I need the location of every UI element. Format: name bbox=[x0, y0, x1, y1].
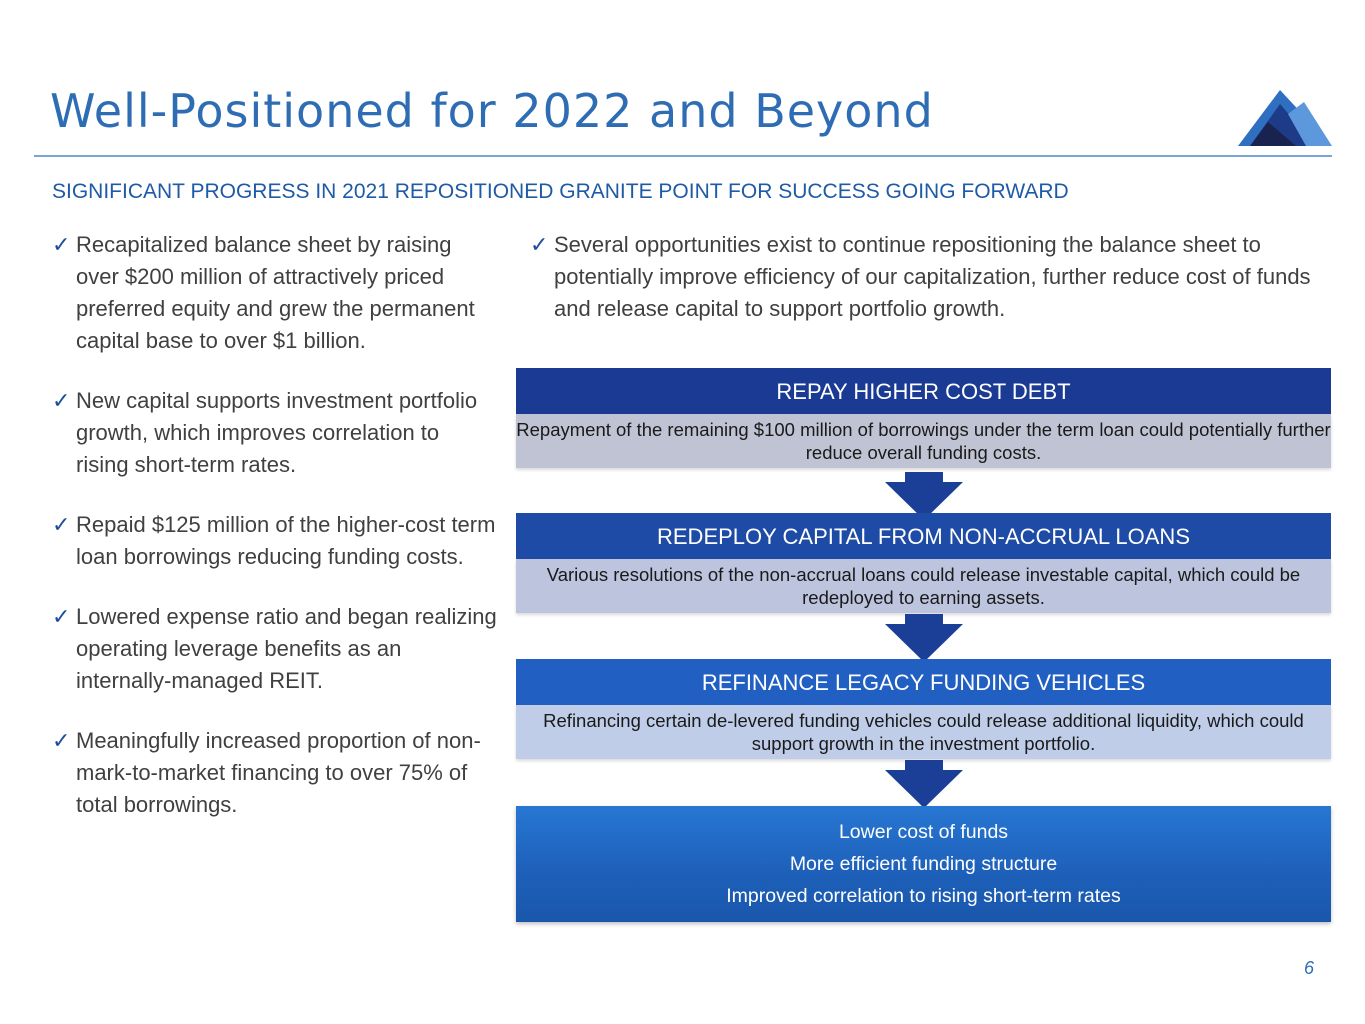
step-heading-redeploy-capital: REDEPLOY CAPITAL FROM NON-ACCRUAL LOANS bbox=[516, 513, 1331, 559]
checkmark-icon: ✓ bbox=[52, 728, 71, 753]
outcome-box bbox=[516, 806, 1331, 922]
title-divider bbox=[34, 155, 1332, 157]
step-heading-repay-debt: REPAY HIGHER COST DEBT bbox=[516, 368, 1331, 414]
list-item: ✓ Lowered expense ratio and began realizing operating leverage benefits as an internally-managed REIT. bbox=[52, 601, 497, 697]
arrow-down-icon bbox=[885, 760, 963, 808]
step-heading-refinance-vehicles: REFINANCE LEGACY FUNDING VEHICLES bbox=[516, 659, 1331, 705]
checkmark-icon: ✓ bbox=[52, 232, 71, 257]
list-item: ✓ Several opportunities exist to continue repositioning the balance sheet to potentially improve efficiency of our capitalization, further reduce cost of funds and release capital to support portfolio growth. bbox=[530, 229, 1330, 325]
outcome-item: Improved correlation to rising short-term rates bbox=[726, 885, 1121, 907]
outcome-item: Lower cost of funds bbox=[838, 821, 1009, 843]
list-item: ✓ New capital supports investment portfolio growth, which improves correlation to rising short-term rates. bbox=[52, 385, 497, 481]
page-title: Well-Positioned for 2022 and Beyond bbox=[50, 84, 934, 138]
checkmark-icon: ✓ bbox=[52, 512, 71, 537]
right-intro bbox=[530, 229, 1330, 325]
step-description-refinance-vehicles: Refinancing certain de-levered funding vehicles could release additional liquidity, which could support growth in the investment portfolio. bbox=[516, 705, 1331, 759]
left-bullet-list bbox=[52, 229, 497, 849]
mountain-logo-icon bbox=[1236, 88, 1332, 148]
checkmark-icon: ✓ bbox=[52, 388, 71, 413]
arrow-down-icon bbox=[885, 614, 963, 662]
checkmark-icon: ✓ bbox=[530, 232, 549, 257]
step-description-repay-debt: Repayment of the remaining $100 million of borrowings under the term loan could potentially further reduce overall funding costs. bbox=[516, 414, 1331, 468]
outcome-item: More efficient funding structure bbox=[789, 853, 1058, 875]
list-item: ✓ Repaid $125 million of the higher-cost term loan borrowings reducing funding costs. bbox=[52, 509, 497, 573]
list-item: ✓ Recapitalized balance sheet by raising over $200 million of attractively priced preferred equity and grew the permanent capital base to over $1 billion. bbox=[52, 229, 497, 357]
list-item: ✓ Meaningfully increased proportion of non-mark-to-market financing to over 75% of total borrowings. bbox=[52, 725, 497, 821]
checkmark-icon: ✓ bbox=[52, 604, 71, 629]
section-subtitle: SIGNIFICANT PROGRESS IN 2021 REPOSITIONED GRANITE POINT FOR SUCCESS GOING FORWARD bbox=[52, 180, 1069, 203]
page-number: 6 bbox=[1304, 958, 1315, 978]
step-description-redeploy-capital: Various resolutions of the non-accrual loans could release investable capital, which could be redeployed to earning assets. bbox=[516, 559, 1331, 613]
